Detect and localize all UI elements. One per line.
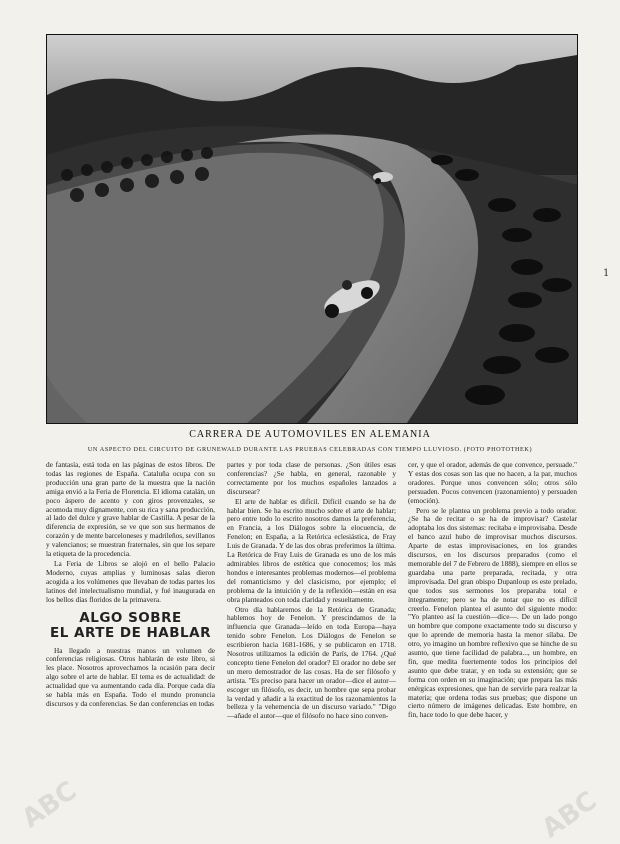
- column-3: [408, 461, 577, 721]
- column-2: [227, 461, 396, 722]
- race-photo-image: [47, 35, 577, 423]
- photo-caption-title: CARRERA DE AUTOMOVILES EN ALEMANIA: [189, 429, 431, 440]
- paragraph: Otro día hablaremos de la Retórica de Granada; hablemos hoy de Fenelon. Y prescindamos de la influencia que Granada—leído en toda Europa—haya tenido sobre Fenelon. Los Diálogos de Fenelon se escribieron hacia 1681-1686, y se publicaron en 1718. Nosotros utilizamos la edición de París, de 1764. ¿Qué concepto tiene Fenelon del orador? El orador no debe ser un mero demostrador de las cosas. Ha de ser filósofo y artista. "Es preciso para hacer un orador—dice el autor—escoger un filósofo, es decir, un hombre que sepa probar la verdad y añadir a la exactitud de los razonamientos la belleza y la vehemencia de un discurso variado." "Digo—añade el autor—que el filósofo no hace sino conven-: [227, 604, 396, 721]
- watermark: ABC: [536, 785, 603, 844]
- headline-line: EL ARTE DE HABLAR: [49, 624, 211, 641]
- article-headline: [46, 611, 215, 641]
- headline-line: ALGO SOBRE: [79, 609, 182, 626]
- paragraph: cer, y que el orador, además de que convence, persuade." Y estas dos cosas son las que no hacen, a la par, muchos oradores. Porque unos convencen sólo; otros sólo persuaden. Pocos convencen (razonamiento) y persuaden (emoción).: [408, 460, 577, 505]
- watermark: ABC: [16, 775, 83, 835]
- paragraph: de fantasía, está toda en las páginas de estos libros. De todas las regiones de España. Cataluña ocupa con su producción una gran parte de la muestra que la nación amiga envió a la Feria de Florencia. El idioma catalán, un poco áspero de acento y con giros provenzales, se acomoda muy dignamente, con su rica y sana producción, al lado del dulce y grave hablar de Castilla. A pesar de la diferencia de expresión, se ve que son sus hermanos de corazón y de mente barceloneses y madrileños, sevillanos y valencianos; se muestran fraternales, sin que los separe la etiqueta de la procedencia.: [46, 460, 215, 559]
- paragraph: Ha llegado a nuestras manos un volumen de conferencias religiosas. Otros hablarán de este libro, si les place. Nosotros aprovechamos la ocasión para decir algo sobre el arte de hablar. El tema es de actualidad: de actualidad que va aumentando cada día. Porque cada día se habla más en España. Todo el mundo pronuncia discursos y da conferencias. Se dan conferencias en todas: [46, 645, 215, 708]
- paragraph: Pero se le plantea un problema previo a todo orador. ¿Se ha de recitar o se ha de improvisar? Castelar adoptaba los dos sistemas: recitaba e improvisaba. Desde el banco azul hubo de improvisar muchos discursos. Aparte de estas improvisaciones, en los grandes discursos, en los discursos preparados (como el memorable del 7 de Febrero de 1888), siempre en ellos se guardaba una parte preparada, recitada, y otra improvisada. Del gran obispo Dupanloup es este prelado, que todos sus sermones los preparaba total e íntegramente; pero se ha de notar que no es difícil creerlo. Fenelon plantea el asunto del siguiente modo: "Yo planteo así la cuestión—dice—. De un lado pongo un hombre que compone exactamente todo su discurso y que lo aprende de memoria hasta la menor sílaba. De otro, yo imagino un hombre reflexivo que se hinche de su asunto, que tiene facilidad de palabra..., un hombre, en fin, que medita fuertemente todos los principios del asunto que debe tratar, y en toda su extensión; que se forma con orden en su imaginación; que prepara las más enérgicas expresiones, que han de servirle para realzar la materia; que ordena todas sus pruebas; que dispone un cierto número de imágenes delicadas. Este hombre, en fin, hace todo lo que debe hacer, y: [408, 505, 577, 720]
- race-photo: [46, 34, 578, 424]
- photo-caption-subtitle: UN ASPECTO DEL CIRCUITO DE GRUNEWALD DURANTE LAS PRUEBAS CELEBRADAS CON TIEMPO LLUVIOSO. (FOTO PHOTOTHEK): [87, 446, 533, 453]
- paragraph: partes y por toda clase de personas. ¿Son útiles esas conferencias? ¿Se habla, en general, razonable y correctamente por los muchos españoles lanzados a discursear?: [227, 460, 396, 496]
- margin-mark: 1: [603, 268, 610, 279]
- column-1: [46, 461, 215, 710]
- paragraph: La Feria de Libros se alojó en el bello Palacio Moderno, cuyas amplias y luminosas salas dieron acogida a los volúmenes que llevaban de todas partes los latinos del intelectualismo mundial, y fué inaugurada en los bellos días floridos de la primavera.: [46, 558, 215, 604]
- paragraph: El arte de hablar es difícil. Difícil cuando se ha de hablar bien. Se ha escrito mucho sobre el arte de hablar; pero entre todo lo escrito nosotros damos la preferencia, en Francia, a los Diálogos sobre la elocuencia, de Fenelon; en España, a la Retórica eclesiástica, de Fray Luis de Granada. Y de las dos obras preferimos la última. La Retórica de Fray Luis de Granada es uno de los más admirables libros de estética que conocemos; los más hondos e interesantes problemas modernos—el problema del romanticismo y del clasicismo, por ejemplo; el problema de la intuición y de la reflexión—están en esa obra planteados con toda claridad y resueltamente.: [227, 496, 396, 604]
